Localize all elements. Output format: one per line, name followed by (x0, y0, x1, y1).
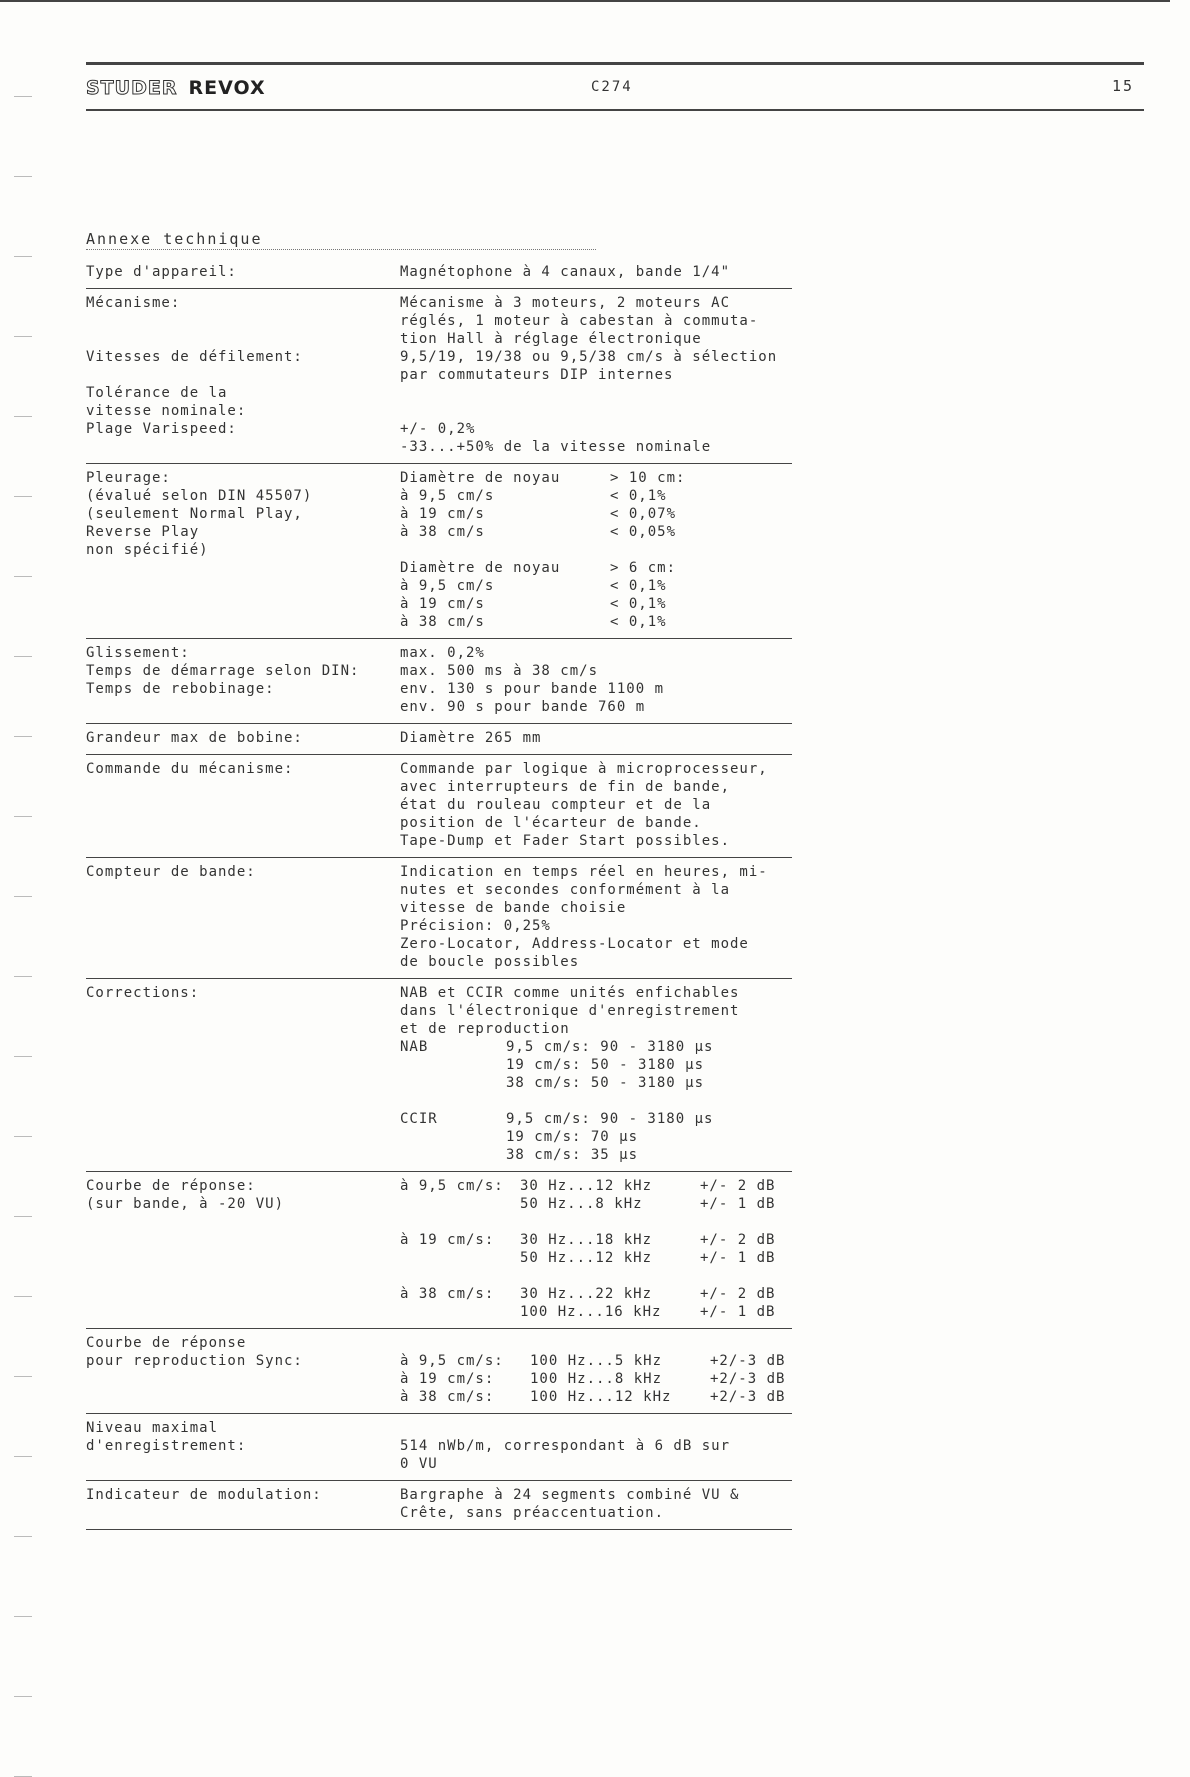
wow-cell: Diamètre de noyau (400, 560, 561, 576)
spec-value (400, 294, 792, 456)
margin-tick (14, 656, 32, 657)
wow-cell: < 0,1% (610, 488, 667, 504)
wow-cell: à 38 cm/s (400, 524, 485, 540)
spec-row-reel-size (86, 724, 792, 755)
margin-tick (14, 1056, 32, 1057)
wow-cell: à 19 cm/s (400, 506, 485, 522)
spec-value-line: Bargraphe à 24 segments combiné VU & (400, 1487, 740, 1503)
margin-tick (14, 1216, 32, 1217)
wow-cell: < 0,1% (610, 614, 667, 630)
top-edge-line (0, 0, 1170, 2)
spec-value (400, 760, 792, 850)
spec-row-level-meter (86, 1481, 792, 1530)
spec-row-device-type (86, 258, 792, 289)
sync-tolerance: +2/-3 dB (710, 1389, 786, 1405)
margin-tick (14, 1136, 32, 1137)
spec-row-slip (86, 639, 792, 724)
spacer (400, 384, 792, 402)
wow-cell: < 0,07% (610, 506, 677, 522)
freq-range: 30 Hz...18 kHz (520, 1232, 653, 1248)
spec-row-frequency-response (86, 1172, 792, 1329)
spec-label: Courbe de réponse: (sur bande, à -20 VU) (86, 1178, 285, 1212)
spec-value (400, 1334, 792, 1406)
freq-range: 30 Hz...22 kHz (520, 1286, 653, 1302)
margin-tick (14, 976, 32, 977)
freq-range: 30 Hz...12 kHz (520, 1178, 653, 1194)
spec-value-line: Crête, sans préaccentuation. (400, 1505, 665, 1521)
spec-label: Corrections: (86, 985, 200, 1001)
margin-tick (14, 1536, 32, 1537)
margin-tick (14, 1696, 32, 1697)
freq-range: 50 Hz...8 kHz (520, 1196, 643, 1212)
freq-speed: à 19 cm/s: (400, 1232, 495, 1248)
model-number: C274 (591, 79, 633, 95)
spec-value (400, 1419, 792, 1473)
margin-tick (14, 416, 32, 417)
wow-cell: < 0,05% (610, 524, 677, 540)
margin-tick (14, 176, 32, 177)
page-header (86, 62, 1144, 111)
spec-value-line: dans l'électronique d'enregistrement (400, 1003, 740, 1019)
logo-revox: REVOX (188, 77, 266, 99)
spacer (400, 1334, 792, 1352)
spec-row-wow (86, 464, 792, 639)
freq-tolerance: +/- 1 dB (700, 1250, 776, 1266)
spec-value (400, 263, 792, 281)
margin-tick (14, 336, 32, 337)
freq-speed: à 38 cm/s: (400, 1286, 495, 1302)
spec-value-line: 9,5/19, 19/38 ou 9,5/38 cm/s à sélection (400, 349, 778, 365)
spec-value-line: de boucle possibles (400, 954, 580, 970)
spec-label: Compteur de bande: (86, 864, 256, 880)
spec-value-line: réglés, 1 moteur à cabestan à commuta- (400, 313, 759, 329)
margin-tick (14, 1456, 32, 1457)
spec-label: Type d'appareil: (86, 264, 237, 280)
spacer (400, 541, 792, 559)
logo-studer: STUDER (86, 77, 178, 99)
spec-value (400, 1177, 792, 1321)
eq-value: 19 cm/s: 70 µs (506, 1129, 639, 1145)
spec-value-line: env. 130 s pour bande 1100 m (400, 681, 665, 697)
spec-label: Mécanisme: Vitesses de défilement: Tolérance de la vitesse nominale: Plage Varispeed: (86, 295, 303, 437)
freq-speed (400, 1249, 520, 1267)
eq-value: 38 cm/s: 35 µs (506, 1147, 639, 1163)
wow-cell: > 6 cm: (610, 560, 677, 576)
brand-logo (86, 77, 266, 99)
sync-tolerance: +2/-3 dB (710, 1371, 786, 1387)
spec-label: Grandeur max de bobine: (86, 730, 303, 746)
spec-value-line: tion Hall à réglage électronique (400, 331, 702, 347)
sync-speed: à 19 cm/s: (400, 1371, 495, 1387)
freq-tolerance: +/- 1 dB (700, 1304, 776, 1320)
freq-tolerance: +/- 2 dB (700, 1232, 776, 1248)
wow-cell: à 9,5 cm/s (400, 578, 495, 594)
spec-value-line: Mécanisme à 3 moteurs, 2 moteurs AC (400, 295, 731, 311)
spec-value-line: +/- 0,2% (400, 421, 476, 437)
margin-tick (14, 576, 32, 577)
eq-value: 9,5 cm/s: 90 - 3180 µs (506, 1111, 714, 1127)
eq-standard-name: NAB (400, 1039, 429, 1055)
freq-speed (400, 1195, 520, 1213)
sync-range: 100 Hz...8 kHz (530, 1371, 663, 1387)
spec-value-line: Diamètre 265 mm (400, 730, 542, 746)
spec-value-line: vitesse de bande choisie (400, 900, 627, 916)
wow-cell: à 9,5 cm/s (400, 488, 495, 504)
spec-value-line: Commande par logique à microprocesseur, (400, 761, 768, 777)
spec-value-line: env. 90 s pour bande 760 m (400, 699, 646, 715)
spec-row-transport-control (86, 755, 792, 858)
spec-value-line: position de l'écarteur de bande. (400, 815, 702, 831)
freq-tolerance: +/- 1 dB (700, 1196, 776, 1212)
spacer (400, 1267, 792, 1285)
freq-speed: à 9,5 cm/s: (400, 1178, 504, 1194)
spec-row-mechanism (86, 289, 792, 464)
freq-range: 50 Hz...12 kHz (520, 1250, 653, 1266)
margin-tick (14, 256, 32, 257)
margin-tick (14, 1376, 32, 1377)
spec-value (400, 863, 792, 971)
eq-standard-name: CCIR (400, 1111, 438, 1127)
wow-cell: > 10 cm: (610, 470, 686, 486)
spec-value (400, 984, 792, 1164)
punch-margin (0, 0, 40, 1683)
margin-tick (14, 96, 32, 97)
spec-value (400, 644, 792, 716)
margin-tick (14, 496, 32, 497)
spec-label: Pleurage: (évalué selon DIN 45507) (seulement Normal Play, Reverse Play non spécifié) (86, 470, 313, 558)
spec-value-line: max. 0,2% (400, 645, 485, 661)
spec-label: Indicateur de modulation: (86, 1487, 322, 1503)
spec-value-line: Magnétophone à 4 canaux, bande 1/4" (400, 264, 731, 280)
spacer (400, 1419, 792, 1437)
wow-cell: < 0,1% (610, 578, 667, 594)
margin-tick (14, 816, 32, 817)
spec-label: Courbe de réponse pour reproduction Sync: (86, 1335, 303, 1369)
spec-value-line: état du rouleau compteur et de la (400, 797, 712, 813)
spacer (400, 402, 792, 420)
sync-speed: à 38 cm/s: (400, 1389, 495, 1405)
spec-value-line: Zero-Locator, Address-Locator et mode (400, 936, 749, 952)
sync-range: 100 Hz...5 kHz (530, 1353, 663, 1369)
margin-tick (14, 1296, 32, 1297)
spec-value (400, 469, 792, 631)
spec-row-max-record-level (86, 1414, 792, 1481)
spec-table (86, 258, 792, 1530)
freq-range: 100 Hz...16 kHz (520, 1304, 662, 1320)
spec-value-line: avec interrupteurs de fin de bande, (400, 779, 731, 795)
freq-tolerance: +/- 2 dB (700, 1178, 776, 1194)
spec-value (400, 729, 792, 747)
sync-range: 100 Hz...12 kHz (530, 1389, 672, 1405)
sync-tolerance: +2/-3 dB (710, 1353, 786, 1369)
spec-value-line: et de reproduction (400, 1021, 570, 1037)
page-number: 15 (1111, 77, 1134, 95)
spec-row-tape-counter (86, 858, 792, 979)
spec-row-corrections (86, 979, 792, 1172)
sync-speed: à 9,5 cm/s: (400, 1353, 504, 1369)
wow-cell: < 0,1% (610, 596, 667, 612)
eq-value: 9,5 cm/s: 90 - 3180 µs (506, 1039, 714, 1055)
wow-cell: à 38 cm/s (400, 614, 485, 630)
spec-value-line: nutes et secondes conformément à la (400, 882, 731, 898)
spec-value-line: par commutateurs DIP internes (400, 367, 674, 383)
spacer (400, 1213, 792, 1231)
spec-value-line: 0 VU (400, 1456, 438, 1472)
eq-value: 19 cm/s: 50 - 3180 µs (506, 1057, 705, 1073)
section-title: Annexe technique (86, 230, 596, 250)
wow-cell: Diamètre de noyau (400, 470, 561, 486)
spec-value-line: Tape-Dump et Fader Start possibles. (400, 833, 731, 849)
spec-value-line: max. 500 ms à 38 cm/s (400, 663, 599, 679)
spec-row-sync-response (86, 1329, 792, 1414)
spec-label: Glissement: Temps de démarrage selon DIN: Temps de rebobinage: (86, 645, 360, 697)
wow-cell: à 19 cm/s (400, 596, 485, 612)
margin-tick (14, 1616, 32, 1617)
freq-tolerance: +/- 2 dB (700, 1286, 776, 1302)
spec-value-line: -33...+50% de la vitesse nominale (400, 439, 712, 455)
eq-value: 38 cm/s: 50 - 3180 µs (506, 1075, 705, 1091)
margin-tick (14, 736, 32, 737)
margin-tick (14, 896, 32, 897)
spec-value-line: 514 nWb/m, correspondant à 6 dB sur (400, 1438, 731, 1454)
spec-label: Commande du mécanisme: (86, 761, 294, 777)
spacer (400, 1092, 792, 1110)
spec-value-line: NAB et CCIR comme unités enfichables (400, 985, 740, 1001)
spec-value-line: Précision: 0,25% (400, 918, 551, 934)
spec-label: Niveau maximal d'enregistrement: (86, 1420, 247, 1454)
spec-value-line: Indication en temps réel en heures, mi- (400, 864, 768, 880)
freq-speed (400, 1303, 520, 1321)
spec-value (400, 1486, 792, 1522)
